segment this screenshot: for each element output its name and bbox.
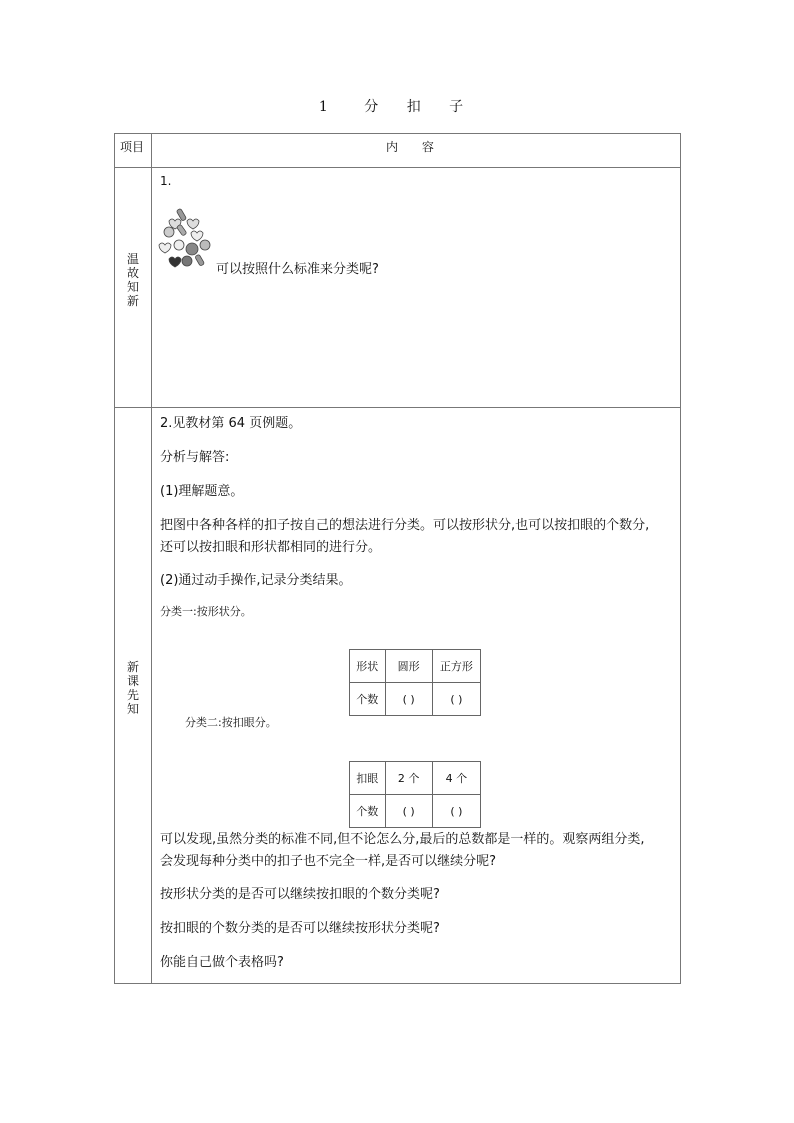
finding-line1: 可以发现,虽然分类的标准不同,但不论怎么分,最后的总数都是一样的。观察两组分类, xyxy=(160,832,645,847)
item-number: 1. xyxy=(160,174,172,188)
header-content: 内 容 xyxy=(386,140,434,154)
section-label-preview: 新课先知 xyxy=(126,660,139,716)
question-shape: 按形状分类的是否可以继续按扣眼的个数分类呢? xyxy=(160,887,440,902)
classification-two-label: 分类二:按扣眼分。 xyxy=(185,716,277,729)
table-header: 正方形 xyxy=(432,650,480,683)
column-divider xyxy=(151,133,152,984)
example-ref: 2.见教材第 64 页例题。 xyxy=(160,416,302,431)
row-divider xyxy=(114,407,681,408)
lesson-number: 1 xyxy=(318,99,330,115)
table-header: 4 个 xyxy=(432,762,480,795)
classification-question: 可以按照什么标准来分类呢? xyxy=(216,262,379,277)
table-header: 2 个 xyxy=(385,762,432,795)
title-char: 子 xyxy=(449,99,466,115)
answer-blank[interactable]: ( ) xyxy=(385,795,432,828)
step-1-text-line1: 把图中各种各样的扣子按自己的想法进行分类。可以按形状分,也可以按扣眼的个数分, xyxy=(160,518,650,533)
question-holes: 按扣眼的个数分类的是否可以继续按形状分类呢? xyxy=(160,921,440,936)
step-1-text-line2: 还可以按扣眼和形状都相同的进行分。 xyxy=(160,540,382,555)
row-divider xyxy=(114,167,681,168)
table-header: 圆形 xyxy=(385,650,432,683)
question-table: 你能自己做个表格吗? xyxy=(160,955,284,970)
step-2: (2)通过动手操作,记录分类结果。 xyxy=(160,573,352,588)
table-header: 形状 xyxy=(350,650,386,683)
row-label: 个数 xyxy=(350,795,386,828)
header-project: 项目 xyxy=(120,140,145,154)
title-char: 分 xyxy=(364,99,381,115)
holes-table xyxy=(349,761,481,828)
title-char: 扣 xyxy=(406,99,423,115)
answer-blank[interactable]: ( ) xyxy=(432,683,480,716)
table-header: 扣眼 xyxy=(350,762,386,795)
section-label-review: 温故知新 xyxy=(126,252,139,308)
answer-blank[interactable]: ( ) xyxy=(432,795,480,828)
analysis-heading: 分析与解答: xyxy=(160,450,230,465)
step-1: (1)理解题意。 xyxy=(160,484,244,499)
classification-one-label: 分类一:按形状分。 xyxy=(160,605,252,618)
shape-table xyxy=(349,649,481,716)
answer-blank[interactable]: ( ) xyxy=(385,683,432,716)
page-title xyxy=(0,96,794,116)
row-label: 个数 xyxy=(350,683,386,716)
buttons-illustration xyxy=(157,207,217,271)
finding-line2: 会发现每种分类中的扣子也不完全一样,是否可以继续分呢? xyxy=(160,854,497,869)
